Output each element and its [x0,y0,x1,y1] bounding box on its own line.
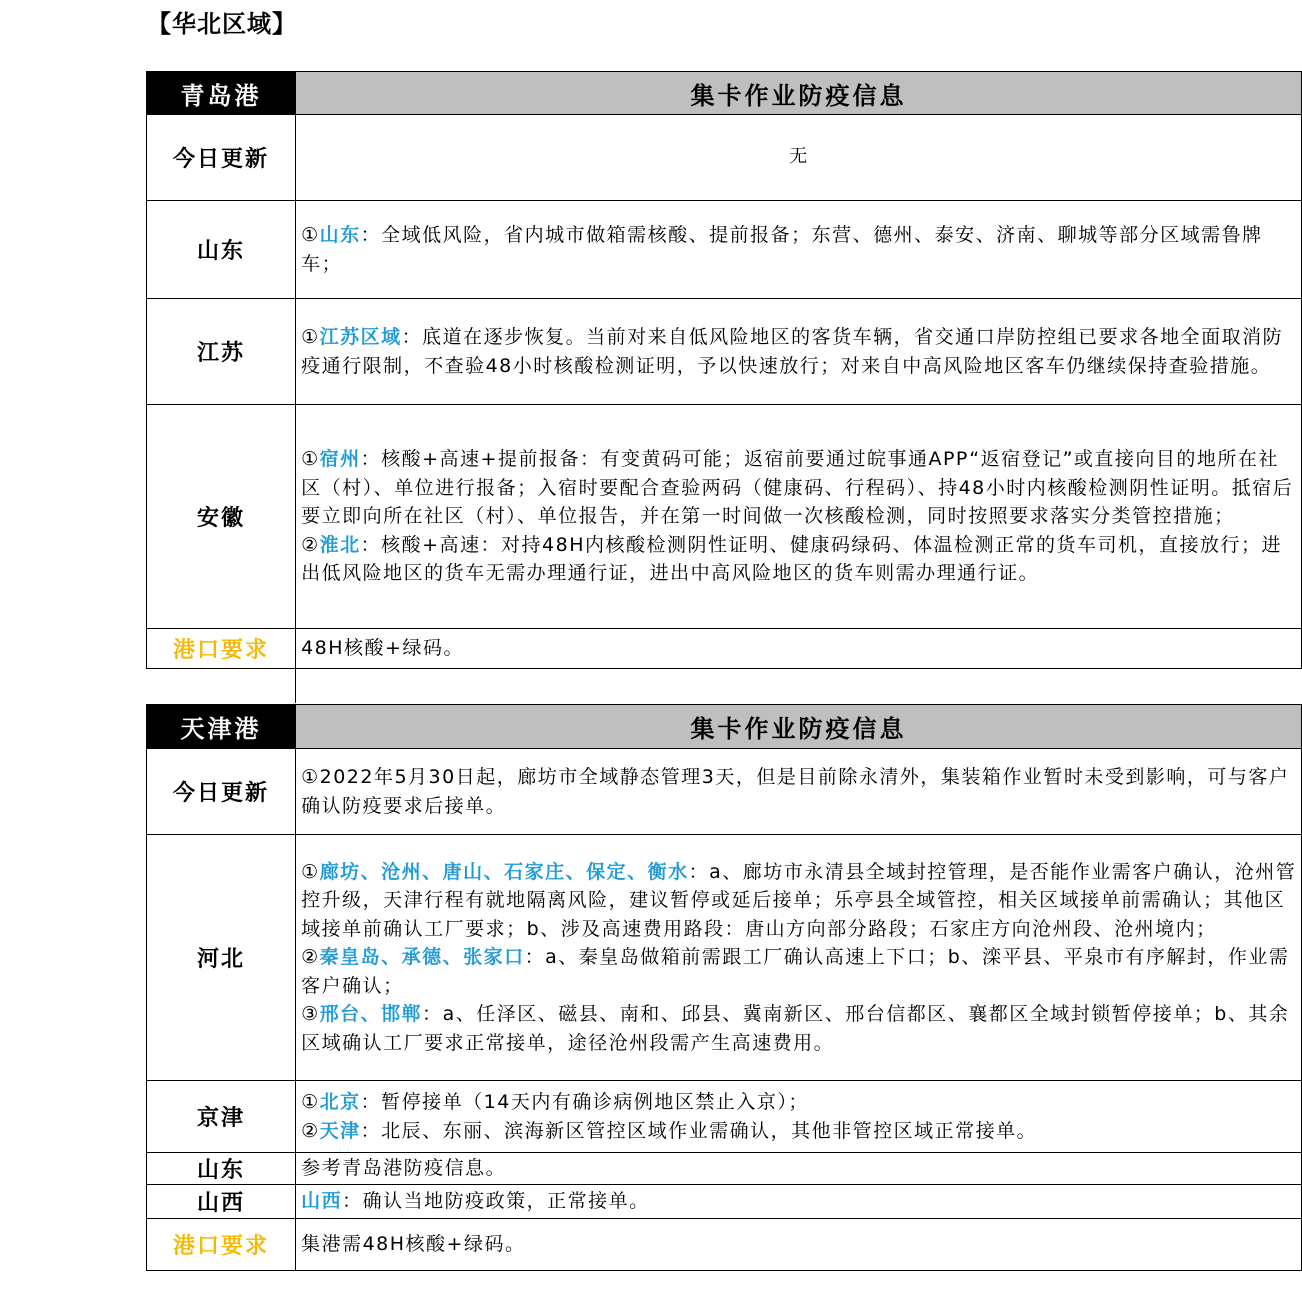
item-number: ① [301,224,320,246]
table-row [147,115,1302,201]
item-text: ：暂停接单（14天内有确诊病例地区禁止入京）； [360,1091,809,1113]
port-name: 青岛港 [147,72,296,115]
row-content-port-requirement: 集港需48H核酸+绿码。 [296,1219,1302,1271]
table-row [147,1081,1302,1153]
row-content-port-requirement: 48H核酸+绿码。 [296,629,1302,669]
list-item [301,1000,1297,1057]
port-name: 天津港 [147,705,296,749]
item-number: ① [301,1091,320,1113]
table-header-row [147,705,1302,749]
row-label-shandong: 山东 [147,1153,296,1185]
place-highlight: 山西 [301,1190,343,1213]
place-highlight: 秦皇岛、承德、张家口 [319,946,525,969]
item-text: ：a、任泽区、磁县、南和、邱县、冀南新区、邢台信都区、襄都区全域封锁暂停接单；b、其余区域确认工厂要求正常接单，途径沧州段需产生高速费用。 [301,1003,1290,1054]
item-text: ：a、廊坊市永清县全域封控管理，是否能作业需客户确认，沧州管控升级，天津行程有就地隔离风险，建议暂停或延后接单；乐亭县全域管控，相关区域接单前需确认；其他区域接单前确认工厂要求；b、涉及高速费用路段：唐山方向部分路段；石家庄方向沧州段、沧州境内； [301,860,1297,940]
region-title: 【华北区域】 [147,10,297,38]
list-item [301,858,1297,944]
row-label-today: 今日更新 [147,115,296,201]
table-row [147,1153,1302,1185]
row-content-shanxi [296,1185,1302,1219]
row-label-jingjin: 京津 [147,1081,296,1153]
place-highlight: 北京 [319,1091,361,1113]
row-content-today: 无 [296,115,1302,201]
row-content-shandong [296,201,1302,299]
place-highlight: 邢台、邯郸 [319,1003,423,1026]
row-label-anhui: 安徽 [147,405,296,629]
table-row [147,835,1302,1081]
item-text: ：底道在逐步恢复。当前对来自低风险地区的客货车辆，省交通口岸防控组已要求各地全面取消防疫通行限制，不查验48小时核酸检测证明，予以快速放行；对来自中高风险地区客车仍继续保持查验措施。 [301,326,1284,377]
place-highlight: 山东 [319,224,361,246]
table-row [147,749,1302,835]
row-content-today: ①2022年5月30日起，廊坊市全域静态管理3天，但是目前除永清外，集装箱作业暂时未受到影响，可与客户确认防疫要求后接单。 [296,749,1302,835]
place-highlight: 宿州 [319,448,361,471]
row-content-anhui [296,405,1302,629]
row-label-jiangsu: 江苏 [147,299,296,405]
table-row [147,1219,1302,1271]
item-number: ① [301,326,320,348]
place-highlight: 天津 [319,1119,361,1142]
list-item [301,943,1297,1000]
list-item [301,1088,1297,1117]
item-number: ① [301,448,320,471]
row-content-shandong: 参考青岛港防疫信息。 [296,1153,1302,1185]
item-text: ：a、秦皇岛做箱前需跟工厂确认高速上下口；b、滦平县、平泉市有序解封，作业需客户确认； [301,946,1290,997]
column-title: 集卡作业防疫信息 [296,72,1302,115]
place-highlight: 廊坊、沧州、唐山、石家庄、保定、衡水 [319,860,689,883]
row-label-hebei: 河北 [147,835,296,1081]
table-header-row [147,72,1302,115]
item-number: ③ [301,1003,320,1026]
item-number: ② [301,533,320,556]
place-highlight: 江苏区域 [319,326,402,348]
list-item [301,1117,1297,1146]
tianjin-port-table [146,704,1302,1271]
item-number: ② [301,946,320,969]
row-label-port-requirement: 港口要求 [147,629,296,669]
item-number: ① [301,860,320,883]
row-content-jiangsu [296,299,1302,405]
item-text: ：北辰、东丽、滨海新区管控区域作业需确认，其他非管控区域正常接单。 [360,1119,1038,1142]
item-text: ：核酸+高速：对持48H内核酸检测阴性证明、健康码绿码、体温检测正常的货车司机，直接放行；进出低风险地区的货车无需办理通行证，进出中高风险地区的货车则需办理通行证。 [301,533,1283,585]
row-label-shanxi: 山西 [147,1185,296,1219]
list-item [301,531,1297,588]
qingdao-port-table [146,71,1302,669]
row-label-today: 今日更新 [147,749,296,835]
place-highlight: 淮北 [319,533,361,556]
item-text: ：确认当地防疫政策，正常接单。 [342,1190,650,1213]
table-row [147,299,1302,405]
list-item [301,445,1297,531]
item-number: ② [301,1119,320,1142]
table-row [147,201,1302,299]
row-content-jingjin [296,1081,1302,1153]
row-label-shandong: 山东 [147,201,296,299]
column-title: 集卡作业防疫信息 [296,705,1302,749]
item-text: ：核酸+高速+提前报备：有变黄码可能；返宿前要通过皖事通APP“返宿登记”或直接向目的地所在社区（村）、单位进行报备；入宿时要配合查验两码（健康码、行程码）、持48小时内核酸检测阴性证明。抵宿后要立即向所在社区（村）、单位报告，并在第一时间做一次核酸检测，同时按照要求落实分类管控措施； [301,448,1294,528]
table-row [147,405,1302,629]
item-text: ：全域低风险，省内城市做箱需核酸、提前报备；东营、德州、泰安、济南、聊城等部分区域需鲁牌车； [301,224,1263,275]
divider [295,667,296,703]
row-content-hebei [296,835,1302,1081]
row-label-port-requirement: 港口要求 [147,1219,296,1271]
table-row [147,1185,1302,1219]
table-row [147,629,1302,669]
